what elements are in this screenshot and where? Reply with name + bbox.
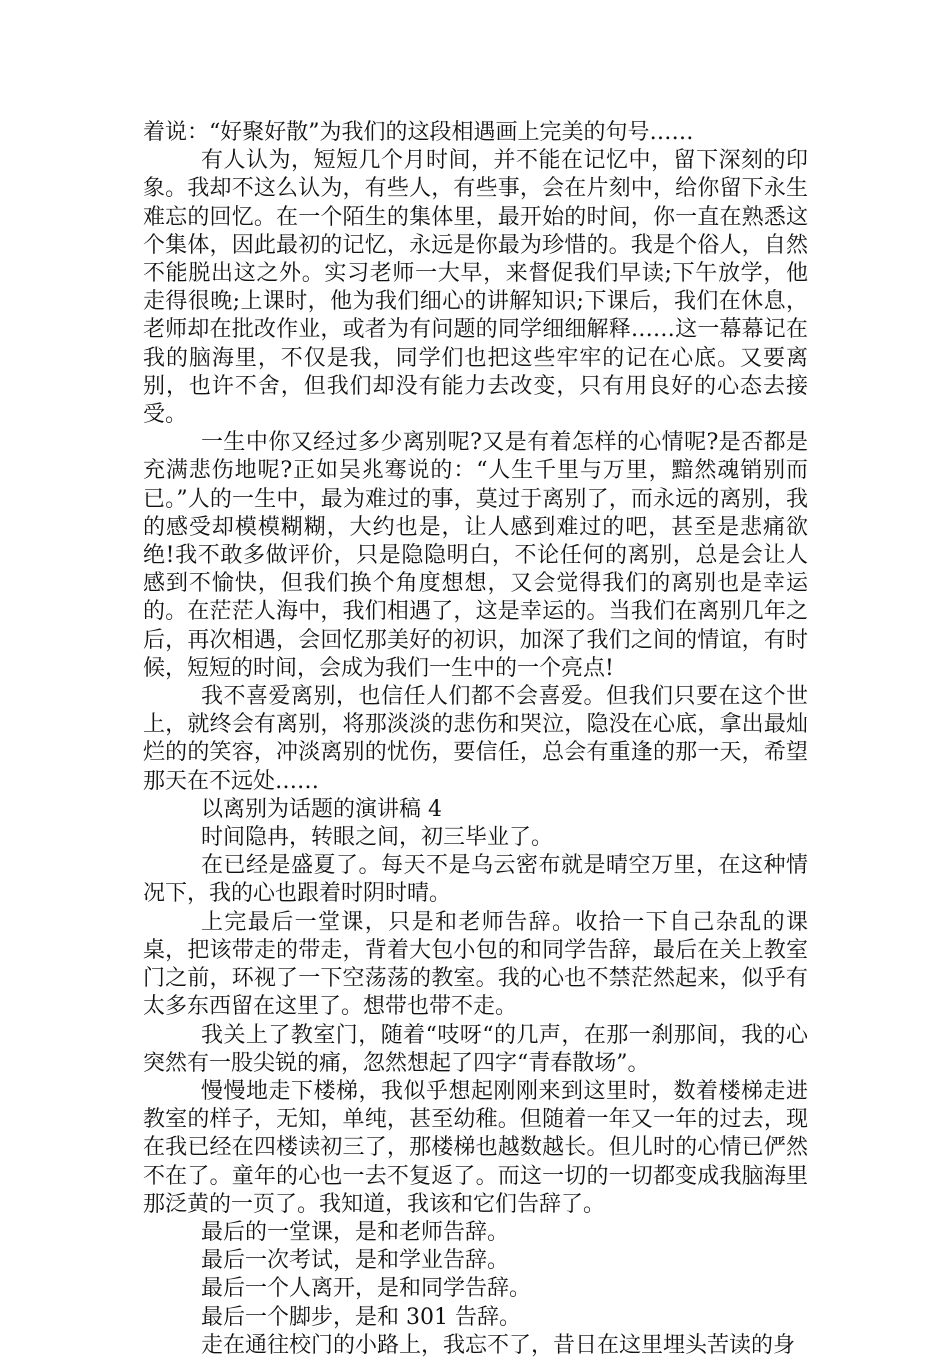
paragraph-memory: 有人认为，短短几个月时间，并不能在记忆中，留下深刻的印象。我却不这么认为，有些人，有些事，会在片刻中，给你留下永生难忘的回忆。在一个陌生的集体里，最开始的时间，你一直在熟悉这个集体，因此最初的记忆，永远是你最为珍惜的。我是个俗人，自然不能脱出这之外。实习老师一大早，来督促我们早读;下午放学，他走得很晚;上课时，他为我们细心的讲解知识;下课后，我们在休息，老师却在批改作业，或者为有问题的同学细细解释……这一幕幕记在我的脑海里，不仅是我，同学们也把这些牢牢的记在心底。又要离别，也许不舍，但我们却没有能力去改变，只有用良好的心态去接受。 — [143, 148, 808, 428]
line-farewell-studies: 最后一次考试，是和学业告辞。 — [201, 1248, 510, 1274]
paragraph-reunion-hope: 我不喜爱离别，也信任人们都不会喜爱。但我们只要在这个世上，就终会有离别，将那淡淡的悲伤和哭泣，隐没在心底，拿出最灿烂的的笑容，冲淡离别的忧伤，要信任，总会有重逢的那一天，希望那天在不远处…… — [143, 684, 808, 794]
paragraph-continuation: 着说：“好聚好散”为我们的这段相遇画上完美的句号…… — [143, 120, 694, 145]
line-farewell-teacher: 最后的一堂课，是和老师告辞。 — [201, 1219, 510, 1245]
paragraph-school-path: 走在通往校门的小路上，我忘不了，昔日在这里埋头苦读的身 — [201, 1332, 796, 1358]
paragraph-last-class: 上完最后一堂课，只是和老师告辞。收拾一下自己杂乱的课桌，把该带走的带走，背着大包小包的和同学告辞，最后在关上教室门之前，环视了一下空荡荡的教室。我的心也不禁茫然起来，似乎有太多东西留在这里了。想带也带不走。 — [143, 909, 808, 1020]
paragraph-parting-feelings: 一生中你又经过多少离别呢?又是有着怎样的心情呢?是否都是充满悲伤地呢?正如吴兆骞说的：“人生千里与万里，黯然魂销别而已。”人的一生中，最为难过的事，莫过于离别了，而永远的离别，我的感受却模模糊糊，大约也是，让人感到难过的吧，甚至是悲痛欲绝!我不敢多做评价，只是隐隐明白，不论任何的离别，总是会让人感到不愉快，但我们换个角度想想，又会觉得我们的离别也是幸运的。在茫茫人海中，我们相遇了，这是幸运的。当我们在离别几年之后，再次相遇，会回忆那美好的初识，加深了我们之间的情谊，有时候，短短的时间，会成为我们一生中的一个亮点! — [143, 430, 808, 681]
paragraph-graduation: 时间隐冉，转眼之间，初三毕业了。 — [201, 825, 554, 851]
line-farewell-classmates: 最后一个人离开，是和同学告辞。 — [201, 1276, 532, 1302]
document-body — [143, 119, 808, 1360]
section-heading: 以离别为话题的演讲稿 4 — [201, 796, 442, 822]
paragraph-stairs: 慢慢地走下楼梯，我似乎想起刚刚来到这里时，数着楼梯走进教室的样子，无知，单纯，甚至幼稚。但随着一年又一年的过去，现在我已经在四楼读初三了，那楼梯也越数越长。但儿时的心情已俨然不在了。童年的心也一去不复返了。而这一切的一切都变成我脑海里那泛黄的一页了。我知道，我该和它们告辞了。 — [143, 1078, 808, 1217]
line-farewell-301: 最后一个脚步，是和 301 告辞。 — [201, 1304, 521, 1330]
paragraph-classroom-door: 我关上了教室门，随着“吱呀“的几声，在那一刹那间，我的心突然有一股尖锐的痛，忽然想起了四字“青春散场”。 — [143, 1022, 808, 1076]
paragraph-summer: 在已经是盛夏了。每天不是乌云密布就是晴空万里，在这种情况下，我的心也跟着时阴时晴。 — [143, 853, 808, 907]
